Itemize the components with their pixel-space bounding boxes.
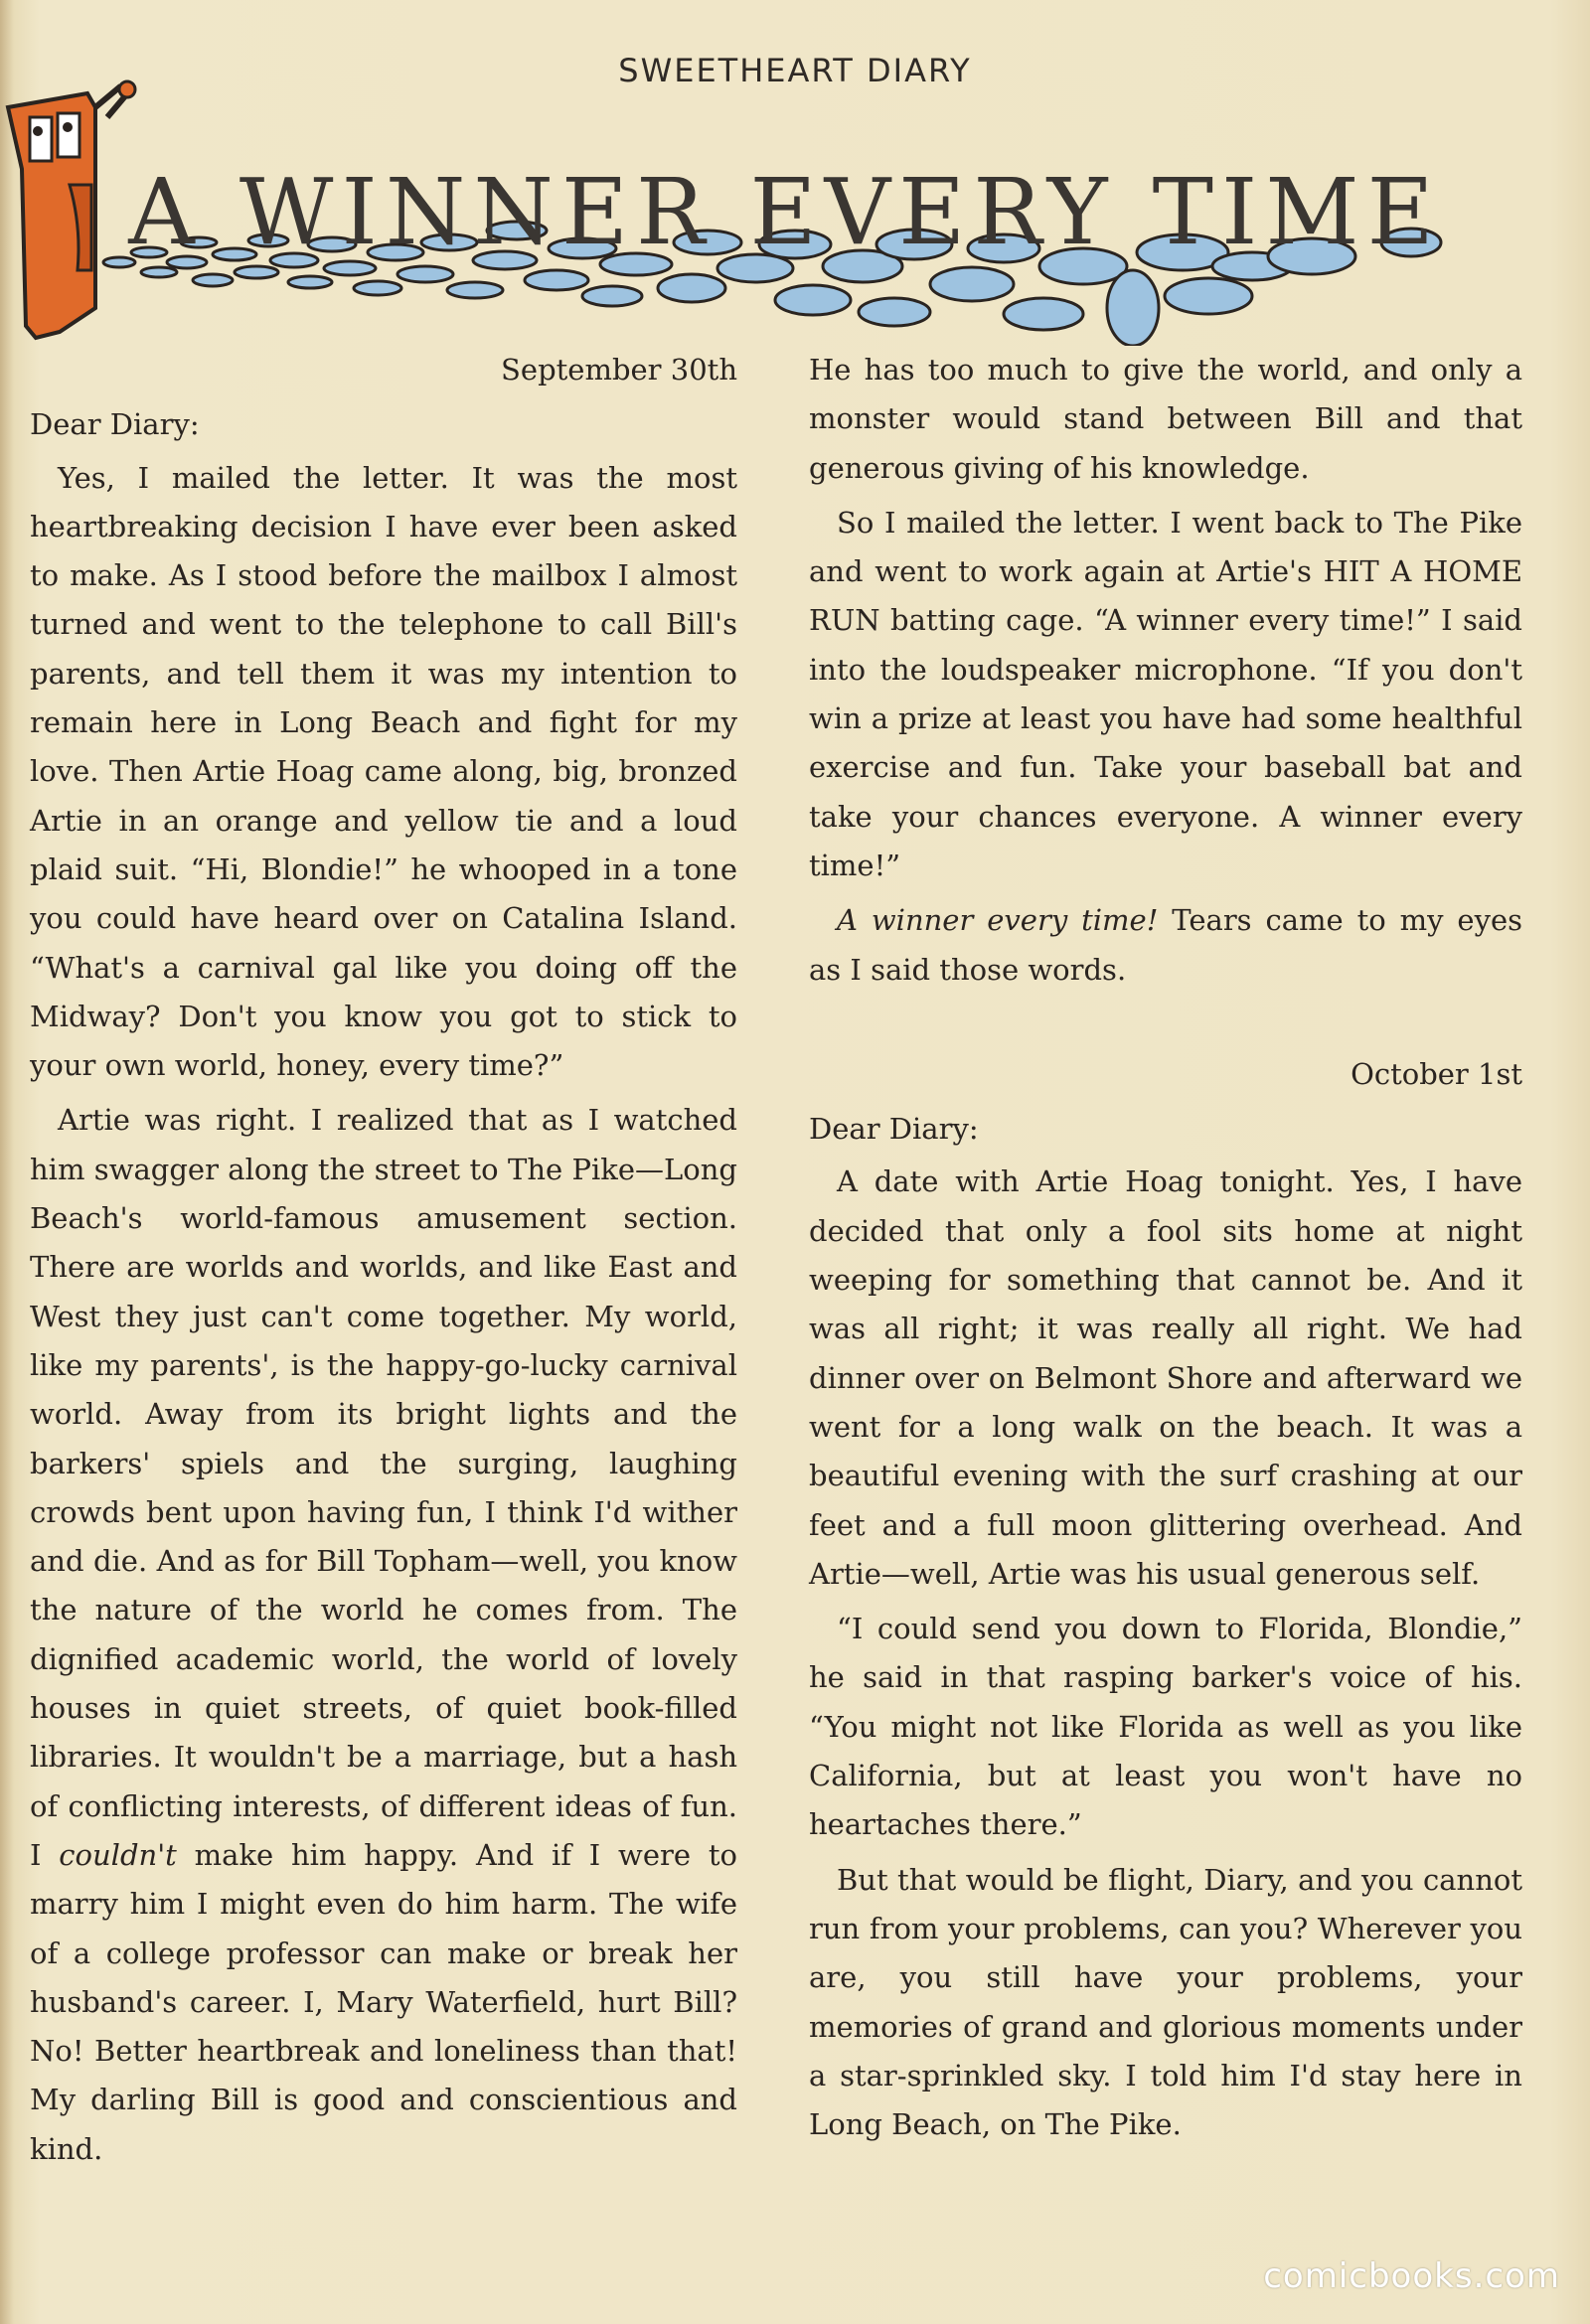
paragraph: A date with Artie Hoag tonight. Yes, I have decided that only a fool sits home at night weeping for something that cannot be. And it was all right; it was really all right. We had dinner over on Belmont Shore and afterward we went for a long walk on the beach. It was a beautiful evening with the surf crashing at our feet and a full moon glittering overhead. And Artie—well, Artie was his usual generous self. <box>809 1164 1522 1591</box>
salutation: Dear Diary: <box>30 407 200 442</box>
emphasis: A winner every time! <box>837 903 1159 938</box>
slot-machine-icon <box>8 81 135 338</box>
running-head: SWEETHEART DIARY <box>618 52 972 89</box>
paragraph: So I mailed the letter. I went back to The Pike and went to work again at Artie's HIT A HOME RUN batting cage. “A winner every time!” I said into the loudspeaker microphone. “If you don't win a prize at least you have had some healthful exercise and fun. Take your baseball bat and take your chances everyone. A winner every time!” <box>809 505 1522 882</box>
salutation: Dear Diary: <box>809 1112 979 1147</box>
paragraph: But that would be flight, Diary, and you cannot run from your problems, can you? Wherever you are, you still have your problems, your memories of grand and glorious moments under a star-sprinkled sky. I told him I'd stay here in Long Beach, on The Pike. <box>809 1862 1522 2142</box>
emphasis: couldn't <box>59 1837 177 1872</box>
entry-date: October 1st <box>1351 1056 1522 1091</box>
paragraph: He has too much to give the world, and only a monster would stand between Bill and that generous giving of his knowledge. <box>809 353 1522 485</box>
story-title: A WINNER EVERY TIME <box>128 158 1442 265</box>
entry-date: September 30th <box>501 353 737 387</box>
right-column <box>809 346 1522 2155</box>
paragraph: Yes, I mailed the letter. It was the most heartbreaking decision I have ever been asked to make. As I stood before the mailbox I almost turned and went to the telephone to call Bill's parents, and tell them it was my intention to remain here in Long Beach and fight for my love. Then Artie Hoag came along, big, bronzed Artie in an orange and yellow tie and a loud plaid suit. “Hi, Blondie!” he whooped in a tone you could have heard over on Catalina Island. “What's a carnival gal like you doing off the Midway? Don't you know you got to stick to your own world, honey, every time?” <box>30 460 737 1083</box>
paragraph: “I could send you down to Florida, Blondie,” he said in that rasping barker's voice of his. “You might not like Florida as well as you like California, but at least you won't have no heartaches there.” <box>809 1612 1522 1842</box>
left-column <box>30 346 737 2180</box>
paragraph: Artie was right. I realized that as I watched him swagger along the street to The Pike—Long Beach's world-famous amusement section. There are worlds and worlds, and like East and West they just can't come together. My world, like my parents', is the happy-go-lucky carnival world. Away from its bright lights and the barkers' spiels and the surging, laughing crowds bent upon having fun, I think I'd wither and die. And as for Bill Topham—well, you know the nature of the world he comes from. The dignified academic world, the world of lovely houses in quiet streets, of quiet book-filled libraries. It wouldn't be a marriage, but a hash of conflicting interests, of different ideas of fun. I couldn't make him happy. And if I were to marry him I might even do him harm. The wife of a college professor can make or break her husband's career. I, Mary Waterfield, hurt Bill? No! Better heartbreak and loneliness than that! My darling Bill is good and conscientious and kind. <box>30 1103 738 2166</box>
watermark: comicbooks.com <box>1263 2256 1560 2296</box>
paragraph: A winner every time! Tears came to my eyes as I said those words. <box>809 903 1522 987</box>
